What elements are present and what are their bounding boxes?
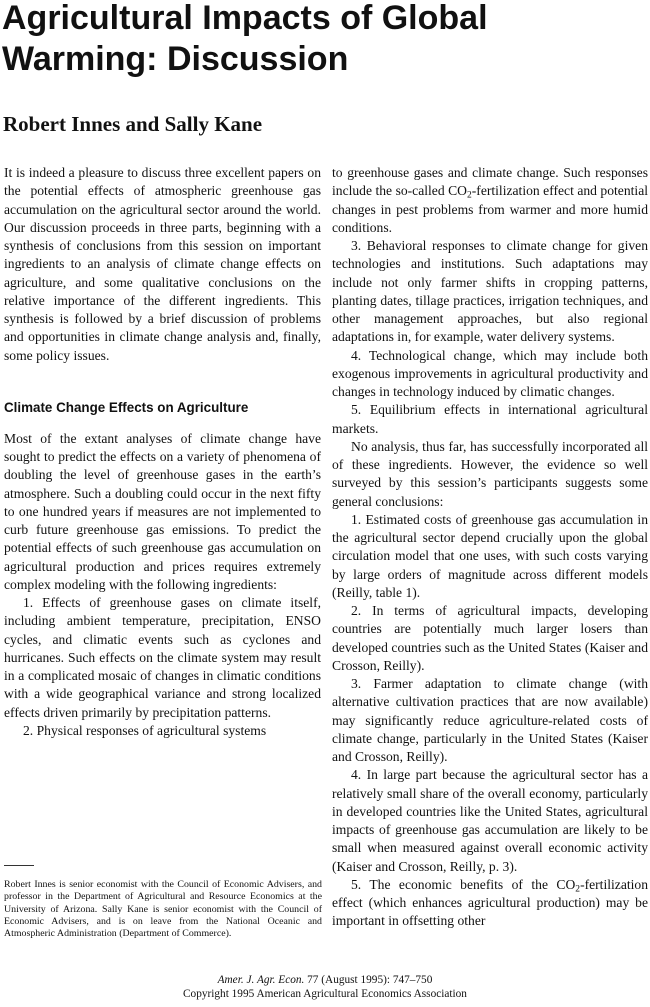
item2-text-b: -fertilization effect and potential changes in pest problems from warmer and more humid conditions. (332, 183, 649, 235)
author-footnote: Robert Innes is senior economist with the Council of Economic Advisers, and professor in the Department of Agricultural and Resource Economics at the University of Arizona. Sally Kane is senior economist with the Council of Economic Advisers, and is on leave from the National Oceanic and Atmospheric Administration (Department of Commerce). (4, 879, 322, 940)
conclusion-4: 4. In large part because the agricultural sector has a relatively small share of the overall economy, particularly in developed countries like the United States, agricultural impacts of greenhouse gas accumulation are likely to be small when measured against overall economic activity (Kaiser and Crosson, Reilly, p. 3). (332, 767, 648, 874)
footnote-rule (4, 865, 34, 866)
section-heading: Climate Change Effects on Agriculture (4, 399, 249, 415)
left-column (4, 164, 321, 740)
list-item-1: 1. Effects of greenhouse gases on climate itself, including ambient temperature, precipitation, ENSO cycles, and climatic events such as cyclones and hurricanes. Such effects on the climate system may result in a complicated mosaic of changes in climatic conditions with a wide geographical variance and strong localized effects driven primarily by precipitation patterns. (4, 595, 321, 720)
list-item-2-continued (332, 164, 648, 237)
co2-subscript-2: 2 (575, 884, 581, 895)
conclusion-2: 2. In terms of agricultural impacts, developing countries are potentially much larger losers than developed countries such as the United States (Kaiser and Crosson, Reilly). (332, 603, 648, 673)
conclusion-1: 1. Estimated costs of greenhouse gas accumulation in the agricultural sector depend crucially upon the global circulation model that one uses, with such costs varying by large orders of magnitude across different models (Reilly, table 1). (332, 511, 648, 600)
authors: Robert Innes and Sally Kane (3, 112, 263, 136)
body-paragraph-1: Most of the extant analyses of climate change have sought to predict the effects on a variety of phenomena of doubling the level of greenhouse gases in the earth’s atmosphere. Such a doubling could occur in the next fifty to one hundred years if measures are not implemented to curb future greenhouse gas emissions. To predict the potential effects of such greenhouse gas accumulation on agricultural production and prices requires extremely complex modeling with the following ingredients: (4, 430, 321, 592)
citation-details: 77 (August 1995): 747–750 (304, 974, 433, 986)
list-item-3: 3. Behavioral responses to climate change for given technologies and institutions. Such adaptations may include not only farmer shifts in cropping patterns, planting dates, tillage practices, irrigation techniques, and other management approaches, but also regional adaptations in, for example, water delivery systems. (332, 238, 648, 345)
item2-text-a: to greenhouse gases and climate change. Such responses include the so-called CO (332, 165, 648, 199)
no-analysis-paragraph: No analysis, thus far, has successfully incorporated all of these ingredients. However, the evidence so well surveyed by this session’s participants suggests some general conclusions: (332, 438, 648, 509)
right-column (332, 164, 648, 931)
title-line-1: Agricultural Impacts of Global (2, 0, 488, 37)
list-item-2-start: 2. Physical responses of agricultural systems (23, 722, 267, 738)
co2-subscript: 2 (467, 190, 472, 201)
intro-paragraph: It is indeed a pleasure to discuss three excellent papers on the potential effects of atmospheric greenhouse gas accumulation on the agricultural sector around the world. Our discussion proceeds in three parts, beginning with a synthesis of conclusions from this session on important ingredients to an analysis of climate change effects on agriculture, and some qualitative conclusions on the relative importance of the different ingredients. This synthesis is followed by a brief discussion of problems and opportunities in climate change analysis and, finally, some policy issues. (4, 165, 321, 363)
conclusion-3: 3. Farmer adaptation to climate change (with alternative cultivation practices that are now available) may significantly reduce agriculture-related costs of climate change, particularly in the United States (Kaiser and Crosson, Reilly). (332, 676, 648, 764)
conclusion-5 (332, 876, 648, 931)
page-footer (0, 974, 650, 1001)
copyright-line: Copyright 1995 American Agricultural Economics Association (183, 987, 467, 1000)
conc5-text-a: 5. The economic benefits of the CO (351, 876, 576, 892)
list-item-5: 5. Equilibrium effects in international agricultural markets. (332, 402, 648, 436)
list-item-4: 4. Technological change, which may include both exogenous improvements in agricultural productivity and changes in technology induced by climatic changes. (332, 347, 648, 399)
journal-citation (0, 974, 650, 988)
article-title (2, 0, 642, 80)
conc5-text-b: -fertilization effect (which enhances agricultural production) may be important in offsetting other (332, 876, 648, 929)
title-line-2: Warming: Discussion (2, 40, 349, 78)
journal-name: Amer. J. Agr. Econ. (217, 974, 305, 986)
